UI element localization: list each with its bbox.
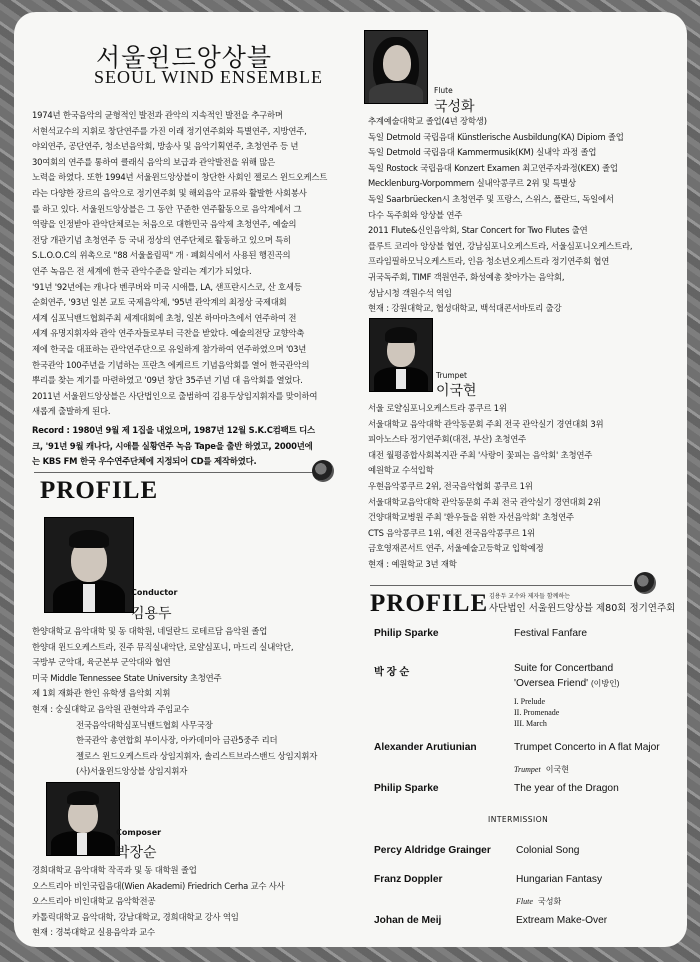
bio-line: 현재 : 강원대학교, 협성대학교, 백석대콘서바토리 출강 [368, 303, 562, 314]
program-movement: II. Promenade [514, 708, 560, 717]
bio-line: (사)서울윈드앙상블 상임지휘자 [76, 766, 188, 777]
bio-line: 미국 Middle Tennessee State University 초청연주 [32, 672, 222, 683]
program-movement: I. Prelude [514, 697, 546, 706]
bio-line: 현재 : 숭실대학교 음악원 관현악과 주임교수 [32, 703, 189, 714]
bio-line: 피아노스타 정기연주회(대전, 부산) 초청연주 [368, 434, 527, 445]
bio-line: 플루트 코리아 앙상블 협연, 강남심포니오케스트라, 서울심포니오케스트라, [368, 240, 633, 251]
divider [370, 585, 632, 586]
conductor-photo [44, 517, 134, 613]
bio-line: 독일 Saarbrüecken시 초청연주 및 프랑스, 스위스, 폴란드, 독일에서 [368, 193, 614, 204]
history-line: 제에 한국을 대표하는 관악연주단으로 유일하게 참가하여 연주하였으며 '03년 [32, 343, 307, 354]
history-line: 세계 유명지휘자와 관악 연주자들로부터 극찬을 받았다. 예술의전당 교향악축 [32, 328, 305, 339]
ensemble-title-en: SEOUL WIND ENSEMBLE [94, 67, 323, 87]
bio-line: 독일 Detmold 국립음대 Künstlerische Ausbildung(KA) Dipiom 졸업 [368, 131, 624, 142]
bio-line: 2011 Flute&신인음악회, Star Concert for Two Flutes 출연 [368, 225, 588, 236]
bio-line: 다수 독주회와 앙상블 연주 [368, 209, 463, 220]
history-line: 2011년 서울윈드앙상블은 사단법인으로 출범하여 김용두상임지휘자를 맞이하여 [32, 390, 318, 401]
program-work: Festival Fanfare [514, 628, 588, 639]
ornament-icon [634, 572, 656, 594]
bio-line: 프라임필하모닉오케스트라, 인음 청소년오케스트라 정기연주회 협연 [368, 256, 610, 267]
bio-line: 젤로스 윈드오케스트라 상임지휘자, 솔리스트브라스밴드 상임지휘자 [76, 750, 318, 761]
program-work: Hungarian Fantasy [516, 874, 603, 885]
bio-line: 우현음악콩쿠르 2위, 전국음악협회 콩쿠르 1위 [368, 480, 533, 491]
program-work: Extream Make-Over [516, 915, 608, 926]
bio-line: 국방부 군악대, 육군본부 군악대와 협연 [32, 657, 171, 668]
ensemble-history [32, 108, 350, 420]
program-performer: Trumpet 이국현 [514, 765, 569, 774]
bio-line: 한양대 윈드오케스트라, 진주 뮤직실내악단, 로얄심포니, 마드리 실내악단, [32, 641, 294, 652]
program-composer: Johan de Meij [374, 915, 442, 926]
history-line: 한국관악 100주년을 기념하는 프란츠 에케르트 기념음악회를 열어 한국관악의 [32, 359, 310, 370]
bio-line: 독일 Rostock 국립음대 Konzert Examen 최고연주자과정(KEX) 졸업 [368, 162, 618, 173]
program-work-subtitle: 'Oversea Friend' (이방인) [514, 678, 620, 689]
bio-line: 현재 : 경북대학교 실용음악과 교수 [32, 927, 155, 938]
bio-line: 예원학교 수석입학 [368, 465, 434, 476]
trumpet-photo [369, 318, 433, 392]
history-line: 뿌리를 찾는 계기를 마련하였고 '09년 창단 35주년 기념 대 음악회를 열었다. [32, 375, 303, 386]
history-line: 새롭게 출발하게 된다. [32, 406, 111, 417]
program-composer: Philip Sparke [374, 783, 439, 794]
program-composer: Alexander Arutiunian [374, 742, 477, 753]
bio-line: 전국음악대학심포닉밴드협회 사무국장 [76, 719, 213, 730]
program-work: The year of the Dragon [514, 783, 619, 794]
intermission-label: INTERMISSION [488, 815, 549, 824]
conductor-bio [32, 624, 317, 780]
trumpet-role: Trumpet [436, 371, 467, 380]
program-subtitle-small: 김용두 교수와 제자들 함께하는 [489, 593, 571, 600]
bio-line: 건양대학교병원 주최 '환우들을 위한 자선음악회' 초청연주 [368, 512, 574, 523]
bio-line: 서울 로얄심포니오케스트라 콩쿠르 1위 [368, 403, 507, 413]
history-line: S.L.O.O.C의 위촉으로 "88 서울올림픽" 개 · 폐회식에서 사용된 행진곡의 [32, 250, 291, 261]
program-page [14, 12, 687, 947]
profile-heading: PROFILE [40, 477, 159, 504]
bio-line: 오스트리아 비인국립음대(Wien Akademi) Friedrich Cerha 교수 사사 [32, 880, 285, 891]
history-line: '91년 '92년에는 캐나다 벤쿠버와 미국 시애틀, LA, 샌프란시스코, 산 호세등 [32, 281, 302, 292]
program-performer: Flute 국성화 [516, 897, 562, 906]
program-heading: PROFILE [370, 590, 489, 617]
ensemble-title-ko: 서울윈드앙상블 [96, 43, 273, 72]
composer-role: Composer [116, 828, 162, 837]
composer-bio [32, 863, 285, 941]
bio-line: 성남시청 객원수석 역임 [368, 287, 452, 298]
bio-line: 오스트리아 비인대학교 음악학전공 [32, 896, 156, 907]
bio-line: Mecklenburg-Vorpommern 실내악콩쿠르 2위 및 특별상 [368, 178, 576, 189]
ensemble-record [32, 423, 315, 470]
conductor-name: 김용두 [131, 606, 172, 622]
divider [34, 472, 318, 473]
bio-line: 경희대학교 음악대학 작곡과 및 동 대학원 졸업 [32, 865, 197, 875]
program-work: Trumpet Concerto in A flat Major [514, 742, 660, 753]
history-line: 를 하고 있다. 서울윈드앙상블은 그 동안 꾸준한 연주활동으로 음악계에서 그 [32, 203, 302, 214]
program-work: Colonial Song [516, 845, 580, 856]
bio-line: 금호영재콘서트 연주, 서울예술고등학교 입학예정 [368, 543, 544, 554]
record-line: 크, '91년 9월 캐나다, 시애틀 실황연주 녹음 Tape을 출반 하였고, 2000년에 [32, 440, 313, 451]
program-composer: 박 장 순 [374, 667, 410, 678]
program-composer: Percy Aldridge Grainger [374, 845, 491, 856]
bio-line: CTS 음악콩쿠르 1위, 예전 전국음악콩쿠르 1위 [368, 527, 535, 538]
record-line: Record : 1980년 9월 제 1집을 내었으며, 1987년 12월 S.K.C컴팩트 디스 [32, 425, 315, 435]
history-line: 서현석교수의 지휘로 창단연주를 가진 이래 정기연주회와 특별연주, 지방연주, [32, 125, 307, 136]
bio-line: 대전 월평종합사회복지관 주최 '사랑이 꽃피는 음악회' 초청연주 [368, 449, 593, 460]
bio-line: 한국관악 총연합회 부이사장, 아카데미아 금관5중주 리더 [76, 735, 278, 746]
bio-line: 제 1회 재화관 한인 유학생 음악회 지휘 [32, 688, 171, 699]
trumpet-bio [368, 401, 603, 573]
history-line: 세계 심포닉밴드협회주최 세계대회에 초청, 일본 하마마츠에서 연주하여 전 [32, 312, 297, 323]
history-line: 라는 다양한 장르의 음악으로 정기연주회 및 해외음악 교류와 활발한 사회봉사 [32, 187, 307, 198]
bio-line: 서울대학교음악대학 관악동문회 주최 전국 관악실기 경연대회 2위 [368, 496, 601, 507]
bio-line: 서울대학교 음악대학 관악동문회 주최 전국 관악실기 경연대회 3위 [368, 418, 604, 429]
flute-role: Flute [434, 86, 453, 95]
bio-line: 카톨릭대학교 음악대학, 강남대학교, 경희대학교 강사 역임 [32, 911, 239, 922]
program-movement: III. March [514, 719, 547, 728]
program-composer: Franz Doppler [374, 874, 443, 885]
composer-name: 박장순 [116, 845, 157, 861]
conductor-role: Conductor [131, 588, 178, 597]
program-subtitle-main: 사단법인 서울윈드앙상블 제80회 정기연주회 [489, 603, 676, 614]
program-work: Suite for Concertband [514, 663, 614, 674]
bio-line: 추계예술대학교 졸업(4년 장학생) [368, 116, 487, 126]
trumpet-name: 이국현 [436, 383, 477, 399]
composer-photo [46, 782, 120, 856]
history-line: 30여회의 연주를 통하여 클래식 음악의 보급과 관악발전을 위해 많은 [32, 156, 275, 167]
flute-name: 국성화 [434, 99, 475, 115]
flute-bio [368, 114, 632, 317]
history-line: 전당 개관기념 초청연주 등 국내 정상의 연주단체로 활동하고 있으며 특히 [32, 234, 291, 245]
bio-line: 한양대학교 음악대학 및 동 대학원, 네덜란드 로테르담 음악원 졸업 [32, 626, 268, 636]
history-line: 순회연주, '93년 일본 교토 국제음악제, '95년 관악계의 최정상 국제대회 [32, 297, 287, 308]
ornament-icon [312, 460, 334, 482]
history-line: 노력을 하였다. 또한 1994년 서울윈드앙상블이 창단한 사회인 젤로스 윈드오케스트 [32, 172, 328, 183]
bio-line: 독일 Detmold 국립음대 Kammermusik(KM) 실내악 과정 졸업 [368, 147, 597, 158]
flute-photo [364, 30, 428, 104]
record-line: 는 KBS FM 한국 우수연주단체에 지정되어 CD를 제작하였다. [32, 456, 257, 467]
bio-line: 현재 : 예원학교 3년 재학 [368, 558, 457, 569]
history-line: 1974년 한국음악의 균형적인 발전과 관악의 지속적인 발전을 추구하며 [32, 110, 283, 120]
program-composer: Philip Sparke [374, 628, 439, 639]
history-line: 역량을 인정받아 관악단체로는 처음으로 대한민국 음악제 초청연주, 예술의 [32, 219, 297, 230]
bio-line: 귀국독주회, TIMF 객원연주, 화성예총 찾아가는 음악회, [368, 271, 565, 282]
history-line: 야외연주, 공단연주, 청소년음악회, 방송사 및 음악기획연주, 초청연주 등 년 [32, 141, 299, 152]
history-line: 연주 녹음은 전 세계에 한국 관악수준을 알리는 계기가 되었다. [32, 265, 252, 276]
